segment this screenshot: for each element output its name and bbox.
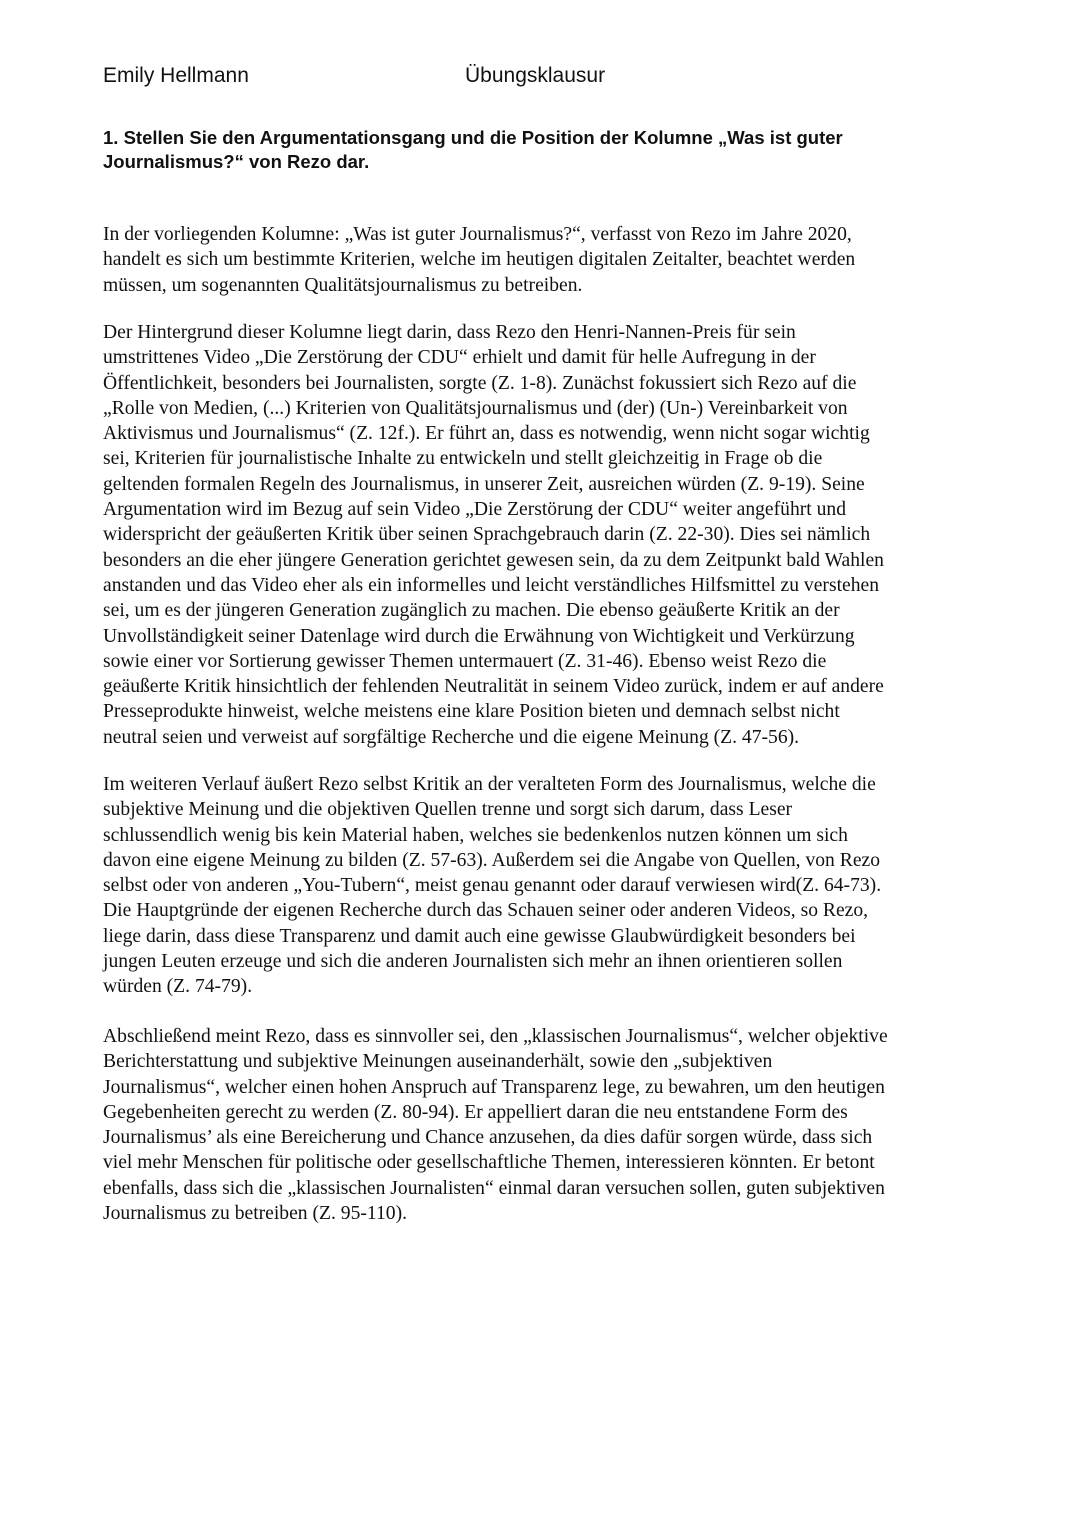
text-line: geltenden formalen Regeln des Journalismus, in unserer Zeit, ausreichen würden (Z. 9-19). Seine — [103, 473, 865, 495]
text-line: Gegebenheiten gerecht zu werden (Z. 80-94). Er appelliert daran die neu entstandene Form des — [103, 1101, 848, 1123]
text-line: geäußerte Kritik hinsichtlich der fehlenden Neutralität in seinem Video zurück, indem er auf andere — [103, 676, 884, 698]
text-line: sei, Kriterien für journalistische Inhalte zu entwickeln und stellt gleichzeitig in Frage ob die — [103, 448, 823, 470]
paragraph-critique — [103, 772, 983, 1000]
text-line: Aktivismus und Journalismus“ (Z. 12f.). Er führt an, dass es notwendig, wenn nicht sogar wichtig — [103, 423, 870, 445]
text-line: sowie einer vor Sortierung gewisser Themen untermauert (Z. 31-46). Ebenso weist Rezo die — [103, 650, 827, 672]
text-line: davon eine eigene Meinung zu bilden (Z. 57-63). Außerdem sei die Angabe von Quellen, von Rezo — [103, 849, 881, 871]
text-line: schlussendlich wenig bis kein Material haben, welches sie bedenkenlos nutzen können um sich — [103, 824, 848, 846]
task-question-line: Journalismus?“ von Rezo dar. — [103, 151, 370, 172]
task-question-line: 1. Stellen Sie den Argumentationsgang und die Position der Kolumne „Was ist guter — [103, 127, 843, 148]
paragraph-conclusion — [103, 1024, 983, 1226]
text-line: umstrittenes Video „Die Zerstörung der CDU“ erhielt und damit für helle Aufregung in der — [103, 347, 816, 369]
text-line: widerspricht der geäußerten Kritik über seinen Sprachgebrauch darin (Z. 22-30). Dies sei nämlich — [103, 524, 871, 546]
text-line: ebenfalls, dass sich die „klassischen Journalisten“ einmal daran versuchen sollen, guten subjektiven — [103, 1177, 885, 1199]
text-line: würden (Z. 74-79). — [103, 976, 253, 998]
text-line: Öffentlichkeit, besonders bei Journalisten, sorgte (Z. 1-8). Zunächst fokussiert sich Rezo auf die — [103, 372, 857, 394]
text-line: Argumentation wird im Bezug auf sein Video „Die Zerstörung der CDU“ weiter angeführt und — [103, 499, 847, 521]
text-line: viel mehr Menschen für politische oder gesellschaftliche Themen, interessieren könnten. Er betont — [103, 1152, 875, 1174]
text-line: subjektive Meinung und die objektiven Quellen trenne und sorgt sich darum, dass Leser — [103, 799, 793, 821]
text-line: Unvollständigkeit seiner Datenlage wird durch die Erwähnung von Wichtigkeit und Verkürzung — [103, 625, 855, 647]
text-line: Journalismus’ als eine Bereicherung und Chance anzusehen, da dies dafür sorgen würde, dass sich — [103, 1127, 873, 1149]
text-line: selbst oder von anderen „You-Tubern“, meist genau genannt oder darauf verwiesen wird(Z. 64-73). — [103, 875, 882, 897]
paragraph-introduction — [103, 222, 983, 298]
text-line: müssen, um sogenannten Qualitätsjournalismus zu betreiben. — [103, 274, 583, 296]
paragraph-background — [103, 320, 983, 750]
text-line: Journalismus zu betreiben (Z. 95-110). — [103, 1203, 407, 1225]
text-line: In der vorliegenden Kolumne: „Was ist guter Journalismus?“, verfasst von Rezo im Jahre 2020, — [103, 224, 852, 245]
text-line: Presseprodukte hinweist, welche meistens eine klare Position bieten und demnach selbst nicht — [103, 701, 840, 723]
text-line: Der Hintergrund dieser Kolumne liegt darin, dass Rezo den Henri-Nannen-Preis für sein — [103, 322, 796, 343]
text-line: liege darin, dass diese Transparenz und damit auch eine gewisse Glaubwürdigkeit besonders bei — [103, 925, 856, 947]
text-line: Im weiteren Verlauf äußert Rezo selbst Kritik an der veralteten Form des Journalismus, welche die — [103, 774, 876, 795]
text-line: besonders an die eher jüngere Generation gerichtet gewesen sein, da zu dem Zeitpunkt bald Wahlen — [103, 549, 884, 571]
text-line: Die Hauptgründe der eigenen Recherche durch das Schauen seiner oder anderen Videos, so Rezo, — [103, 900, 869, 922]
text-line: Journalismus“, welcher einen hohen Anspruch auf Transparenz lege, zu bewahren, um den heutigen — [103, 1076, 885, 1098]
text-line: Berichterstattung und subjektive Meinungen auseinanderhält, sowie den „subjektiven — [103, 1051, 773, 1073]
task-question — [103, 126, 963, 174]
text-line: neutral seien und verweist auf sorgfältige Recherche und die eigene Meinung (Z. 47-56). — [103, 726, 800, 748]
text-line: anstanden und das Video eher als ein informelles und leicht verständliches Hilfsmittel zu verstehen — [103, 574, 879, 596]
text-line: Abschließend meint Rezo, dass es sinnvoller sei, den „klassischen Journalismus“, welcher objektive — [103, 1026, 888, 1047]
text-line: jungen Leuten erzeuge und sich die anderen Journalisten sich mehr an ihnen orientieren sollen — [103, 951, 843, 973]
text-line: handelt es sich um bestimmte Kriterien, welche im heutigen digitalen Zeitalter, beachtet werden — [103, 249, 856, 271]
page-header — [103, 64, 983, 94]
document-type: Übungsklausur — [465, 64, 606, 87]
author-name: Emily Hellmann — [103, 64, 249, 87]
text-line: sei, um es der jüngeren Generation zugänglich zu machen. Die ebenso geäußerte Kritik an der — [103, 600, 840, 622]
text-line: „Rolle von Medien, (...) Kriterien von Qualitätsjournalismus und (der) (Un-) Vereinbarkeit von — [103, 397, 848, 419]
